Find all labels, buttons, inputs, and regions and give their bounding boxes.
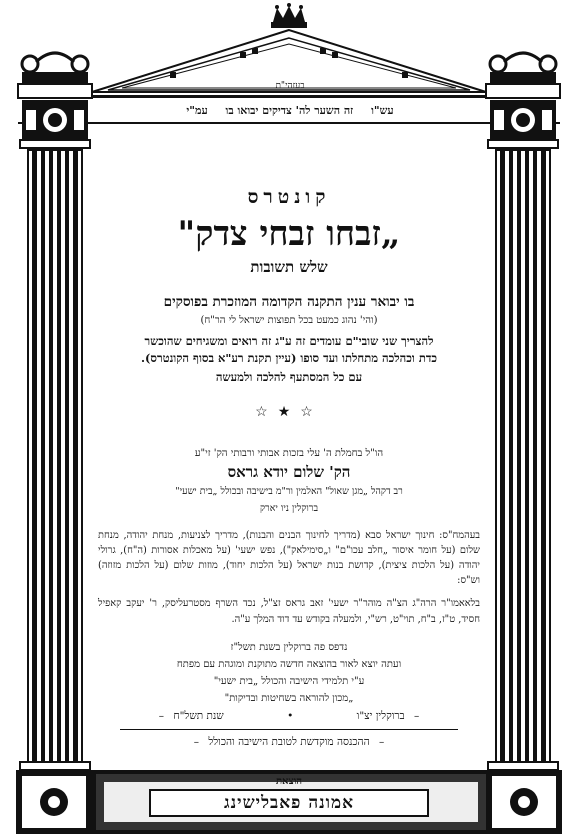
kuntres-label: קונטרס xyxy=(247,186,331,208)
author-name: הק' שלום יודא גראס xyxy=(227,463,351,481)
dash: – xyxy=(158,710,165,722)
verse-ref-left: עמ"י xyxy=(186,104,208,117)
summary-line-2: (והי' נהוג כמעט בכל תפוצות ישראל לי הר"ח) xyxy=(200,315,378,326)
divider-line xyxy=(120,729,458,730)
memorial-dedication: בלאאמו"ר הרה"ג הצ"ה מוהר"ר ישעי' זאב גראס זצ"ל, נכד השרף מסטרעליסק, ר' יעקב קאפיל חסיד, ט"ז, ב"ח, תוי"ט, רש"י, ולמעלה בקודש עד דוד המלך ע"ה. xyxy=(98,598,480,625)
proceeds-note xyxy=(96,736,482,748)
left-capital xyxy=(18,53,92,148)
print-place-year xyxy=(96,710,482,722)
crown-icon xyxy=(271,3,307,28)
publisher-name: אמונה פאבלישינג xyxy=(224,793,354,813)
author-intro: הו"ל בחמלת ה' עלי בזכות אבותי ורבותי הק' זי"ע xyxy=(194,448,384,459)
verse-ref-right: עש"ו xyxy=(371,104,394,117)
header-verse-band xyxy=(95,104,485,117)
print-year: שנת תשל"ח xyxy=(173,710,224,722)
print-by-students: ע"י תלמידי הישיבה והכולל „בית ישעי" xyxy=(213,676,365,687)
summary-line-3: להצריך שני שובי"ם עומדים זה ע"ג זה רואים ומשגיחים שהוכשר xyxy=(144,334,434,348)
dash: – xyxy=(378,736,385,748)
print-original: נדפס פה ברוקלין בשנת תשל"ז xyxy=(230,642,348,653)
star-icon: ☆ xyxy=(300,404,323,420)
left-column xyxy=(28,150,82,762)
summary-line-4: כדת וכהלכה מתחלתו ועד סופו (עיין תקנת רע"א בסוף הקונטרס). xyxy=(140,351,437,365)
book-subtitle: שלש תשובות xyxy=(250,258,328,276)
bullet: • xyxy=(287,710,294,722)
star-divider xyxy=(96,404,482,420)
publisher-label: הוצאת xyxy=(275,776,303,787)
summary-line-5: עם כל המסתעף להלכה ולמעשה xyxy=(215,370,363,384)
author-other-works: בעהמח"ס: חינוך ישראל סבא (מדריך לחינוך הבנים והבנות), מדריך לצניעות, מנחת יהודה, מנחת שלום (על חומר איסור „חלב עכו"ם" ו„סימילאק"), נפש ישעי' (על מאכלות אסורות (ה"ח), גרולי יהודה (על הלכות ציצית), קדושת בנות ישראל (על הלכות יחוד), מוזות שלום (על הלכות מזוזה) וש"ס: xyxy=(98,530,480,586)
book-title: „זבחו זבחי צדק" xyxy=(177,214,401,254)
right-column xyxy=(496,150,550,762)
print-new-edition: ועתה יוצא לאור בהוצאה חדשה מתוקנת ומוגהת עם מפתח xyxy=(176,659,402,670)
author-location: ברוקלין ניו יארק xyxy=(259,503,319,514)
print-place: ברוקלין יצ"ו xyxy=(356,710,405,722)
print-institute: „מכון להוראה בשחיטות ובדיקות" xyxy=(224,693,354,704)
bezrat-hashem: בעזהי"ת xyxy=(275,81,305,91)
summary-line-1: בו יבואר ענין התקנה הקדומה המוזכרת בפוסקים xyxy=(163,294,415,310)
proceeds-text: ההכנסה מוקדשת לטובת הישיבה והכולל xyxy=(208,736,370,748)
author-position: רב דקהל „מגן שאול" האלמין ור"מ בישיבה ובכולל „בית ישעי" xyxy=(175,486,403,497)
dash: – xyxy=(193,736,200,748)
dash: – xyxy=(413,710,420,722)
verse-text: זה השער לה' צדיקים יבואו בו xyxy=(225,104,354,117)
star-icon: ★ xyxy=(277,404,301,420)
right-capital xyxy=(486,53,560,148)
star-icon: ☆ xyxy=(255,404,278,420)
